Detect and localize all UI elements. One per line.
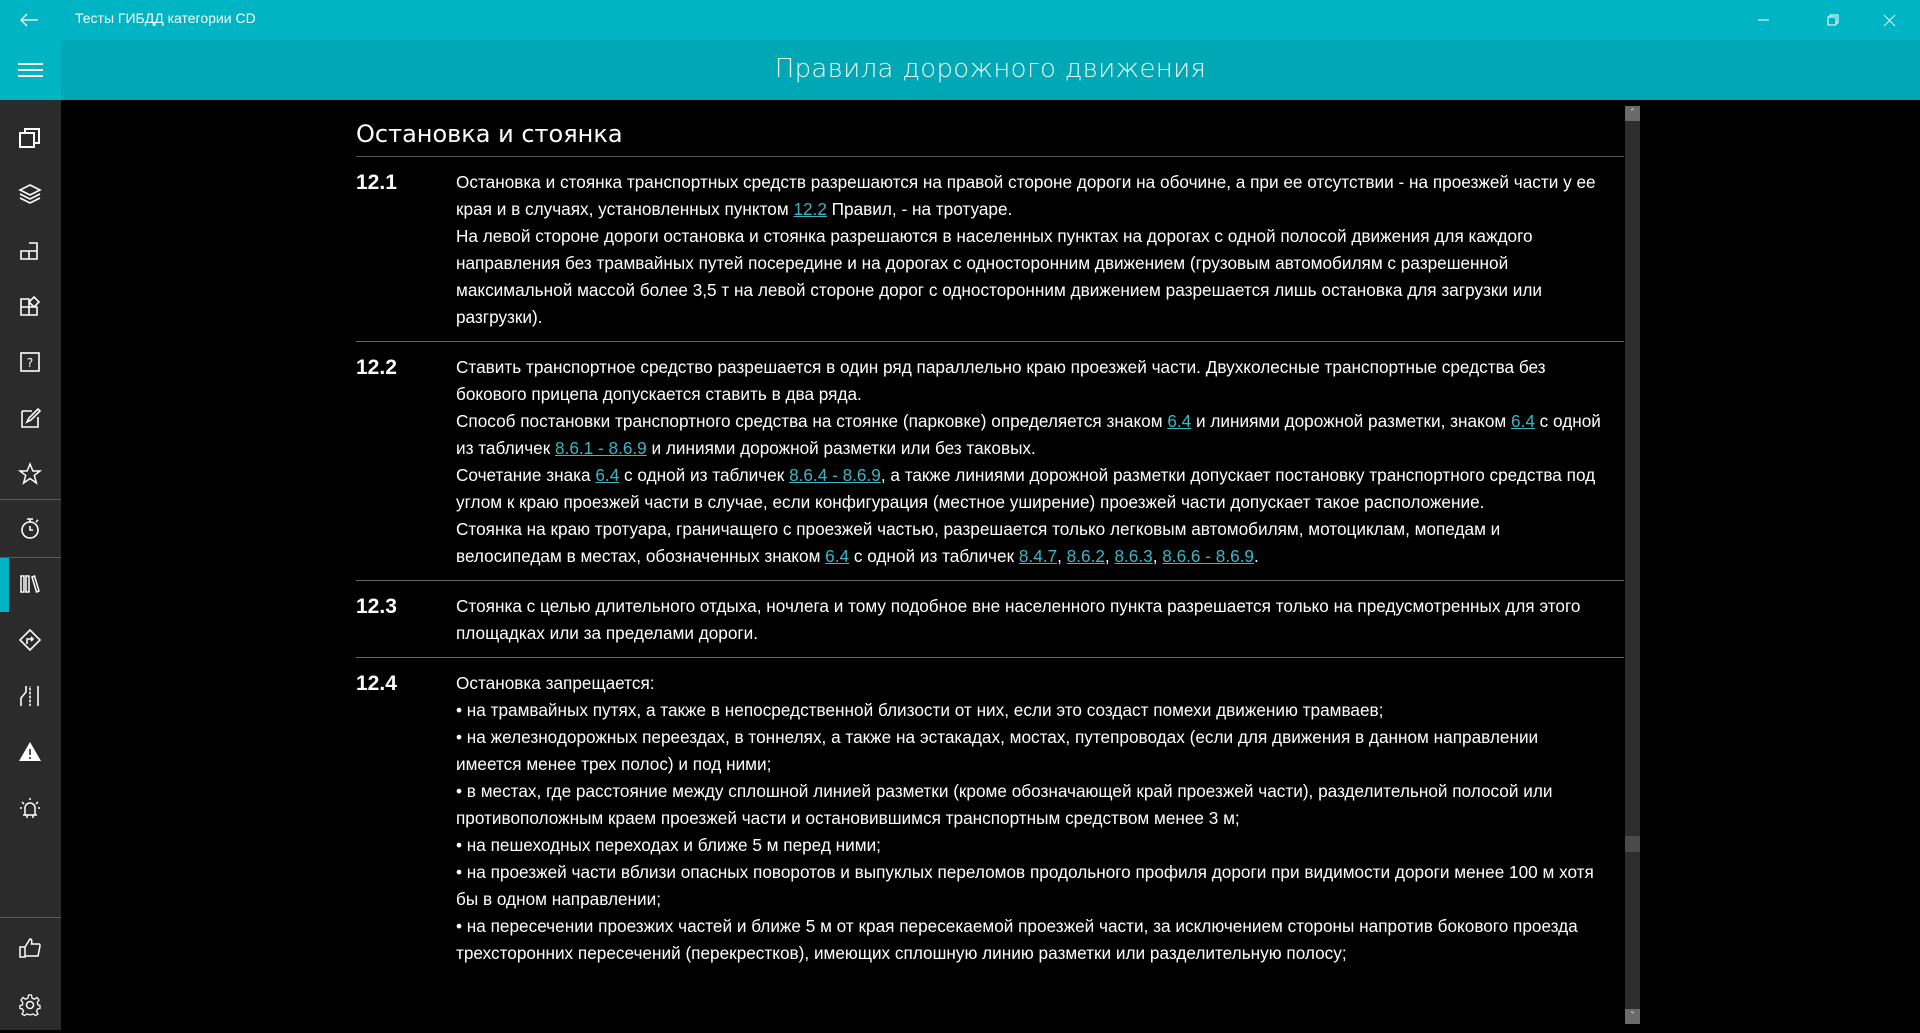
sign-link[interactable]: 8.6.1 - 8.6.9 <box>555 438 647 458</box>
sidebar-item-warnings[interactable] <box>0 724 61 780</box>
sign-link[interactable]: 8.4.7 <box>1018 546 1058 566</box>
warning-icon <box>18 740 42 764</box>
sidebar-item-blocks[interactable] <box>0 222 61 278</box>
rule-text-part: с одной из табличек <box>849 546 1019 566</box>
sidebar-item-add-block[interactable] <box>0 278 61 334</box>
sign-link[interactable]: 6.4 <box>595 465 620 485</box>
edit-icon <box>18 406 42 430</box>
rule-paragraph: Стоянка с целью длительного отдыха, ночлега и тому подобное вне населенного пункта разрешается только на предусмотренных для этого площадках или за пределами дороги. <box>456 596 1581 643</box>
sign-link[interactable]: 6.4 <box>825 546 850 566</box>
settings-icon <box>18 993 42 1017</box>
minimize-button[interactable] <box>1740 0 1786 40</box>
section-title: Остановка и стоянка <box>356 120 623 148</box>
rule-bullet: • на проезжей части вблизи опасных поворотов и выпуклых переломов продольного профиля дороги при видимости дороги менее 100 м хотя бы в одном направлении; <box>456 862 1594 909</box>
sidebar-item-favorites[interactable] <box>0 446 61 502</box>
rule-paragraph: Остановка запрещается: <box>456 673 655 693</box>
sign-link[interactable]: 8.6.6 - 8.6.9 <box>1162 546 1254 566</box>
rule-bullet: • в местах, где расстояние между сплошной линией разметки (кроме обозначающей край проезжей части), разделительной полосой или противоположным краем проезжей части и остановившимся транспортным средством менее 3 м; <box>456 781 1553 828</box>
close-button[interactable] <box>1866 0 1912 40</box>
sidebar-item-siren[interactable] <box>0 780 61 836</box>
svg-text:?: ? <box>26 356 34 370</box>
road-sign-icon <box>18 628 42 652</box>
sidebar-item-settings[interactable] <box>0 977 61 1033</box>
sign-link[interactable]: 8.6.4 - 8.6.9 <box>789 465 881 485</box>
rule-bullet: • на пешеходных переходах и ближе 5 м перед ними; <box>456 835 881 855</box>
sign-link[interactable]: 8.6.2 <box>1066 546 1105 566</box>
rule-bullet: • на железнодорожных переездах, в тоннелях, а также на эстакадах, мостах, путепроводах (если для движения в данном направлении имеется менее трех полос) и под ними; <box>456 727 1539 774</box>
back-button[interactable] <box>16 8 44 32</box>
title-bar <box>0 0 1920 40</box>
rule-12-2 <box>356 342 1624 581</box>
separator: , <box>1057 546 1067 566</box>
separator: , <box>1152 546 1163 566</box>
page-header <box>61 40 1920 100</box>
sign-link[interactable]: 8.6.3 <box>1114 546 1153 566</box>
thumbs-up-icon <box>18 936 42 960</box>
sidebar <box>0 40 61 1030</box>
siren-icon <box>18 796 42 820</box>
rule-text-part: Сочетание знака <box>456 465 596 485</box>
rule-number: 12.1 <box>356 171 397 194</box>
rule-text-part: и линиями дорожной разметки или без таковых. <box>646 438 1036 458</box>
rule-bullet: • на трамвайных путях, а также в непосредственной близости от них, если это создаст помехи движению трамваев; <box>456 700 1384 720</box>
separator: , <box>1104 546 1115 566</box>
rule-12-3 <box>356 581 1624 658</box>
sign-link[interactable]: 6.4 <box>1510 411 1535 431</box>
rule-bullet: • на пересечении проезжих частей и ближе 5 м от края пересекаемой проезжей части, за исключением стороны напротив бокового проезда трехсторонних пересечений (перекрестков), имеющих сплошную линию разметки или разделительную полосу; <box>456 916 1578 963</box>
library-icon <box>18 572 42 596</box>
app-title: Тесты ГИБДД категории CD <box>75 10 256 26</box>
rule-12-4 <box>356 658 1624 977</box>
rule-text-part: с одной из табличек <box>456 411 1601 458</box>
sidebar-item-edit[interactable] <box>0 390 61 446</box>
sidebar-item-road-signs[interactable] <box>0 612 61 668</box>
add-block-icon <box>18 294 42 318</box>
scroll-thumb[interactable] <box>1625 836 1640 852</box>
rule-text <box>456 354 1624 570</box>
minimize-icon <box>1740 0 1786 40</box>
separator: . <box>1254 546 1259 566</box>
vertical-scrollbar[interactable] <box>1625 106 1640 1024</box>
sidebar-item-questions[interactable] <box>0 334 61 390</box>
rule-paragraph: На левой стороне дороги остановка и стоянка разрешаются в населенных пунктах на дорогах с одной полосой движения для каждого направления без трамвайных путей посередине и на дорогах с односторонним движением (грузовым автомобилям с разрешенной максимальной массой более 3,5 т на левой стороне дорог с односторонним движением разрешается лишь остановка для загрузки или разгрузки). <box>456 226 1543 327</box>
copy-icon <box>18 126 42 150</box>
rule-number: 12.3 <box>356 595 397 618</box>
rules-content <box>356 100 1624 1030</box>
sidebar-item-timer[interactable] <box>0 500 61 556</box>
layers-icon <box>18 182 42 206</box>
sidebar-item-rate[interactable] <box>0 920 61 976</box>
stopwatch-icon <box>18 516 42 540</box>
rule-number: 12.2 <box>356 356 397 379</box>
rule-text-part: Правил, - на тротуаре. <box>826 199 1013 219</box>
page-title: Правила дорожного движения <box>774 54 1207 84</box>
sidebar-item-layers[interactable] <box>0 166 61 222</box>
rule-text-part: Способ постановки транспортного средства на стоянке (парковке) определяется знаком <box>456 411 1168 431</box>
rule-link[interactable]: 12.2 <box>793 199 827 219</box>
sidebar-item-library[interactable] <box>0 556 61 612</box>
hamburger-icon <box>0 40 61 100</box>
sidebar-divider <box>0 917 61 918</box>
restore-button[interactable] <box>1810 0 1856 40</box>
rule-text-part: и линиями дорожной разметки, знаком <box>1191 411 1511 431</box>
road-lanes-icon <box>18 684 42 708</box>
close-icon <box>1866 0 1912 40</box>
rule-paragraph: Ставить транспортное средство разрешается в один ряд параллельно краю проезжей части. Двухколесные транспортные средства без бокового прицепа допускается ставить в два ряда. <box>456 357 1546 404</box>
rule-12-1 <box>356 157 1624 342</box>
sidebar-item-copy[interactable] <box>0 110 61 166</box>
arrow-left-icon <box>16 8 44 32</box>
rule-text-part: с одной из табличек <box>619 465 790 485</box>
rule-text-part: Остановка и стоянка транспортных средств разрешаются на правой стороне дороги на обочине, а при ее отсутствии - на проезжей части у ее края и в случаях, установленных пунктом <box>456 172 1596 219</box>
scroll-up-button[interactable]: ˄ <box>1625 106 1640 121</box>
rule-text <box>456 169 1624 331</box>
question-box-icon <box>18 350 42 374</box>
rule-text <box>456 670 1624 967</box>
rule-text-part: , а также линиями дорожной разметки допускает постановку транспортного средства под углом к краю проезжей части в случае, если конфигурация (местное уширение) проезжей части допускает такое расположение. <box>456 465 1596 512</box>
rule-text-part: Стоянка на краю тротуара, граничащего с проезжей частью, разрешается только легковым автомобилям, мотоциклам, мопедам и велосипедам в местах, обозначенных знаком <box>456 519 1501 566</box>
rule-text <box>456 593 1624 647</box>
sidebar-item-road-markings[interactable] <box>0 668 61 724</box>
hamburger-menu-button[interactable] <box>0 40 61 100</box>
star-icon <box>18 462 42 486</box>
rule-number: 12.4 <box>356 672 397 695</box>
restore-icon <box>1810 0 1856 40</box>
scroll-down-button[interactable]: ˅ <box>1625 1009 1640 1024</box>
blocks-icon <box>18 238 42 262</box>
sign-link[interactable]: 6.4 <box>1167 411 1192 431</box>
